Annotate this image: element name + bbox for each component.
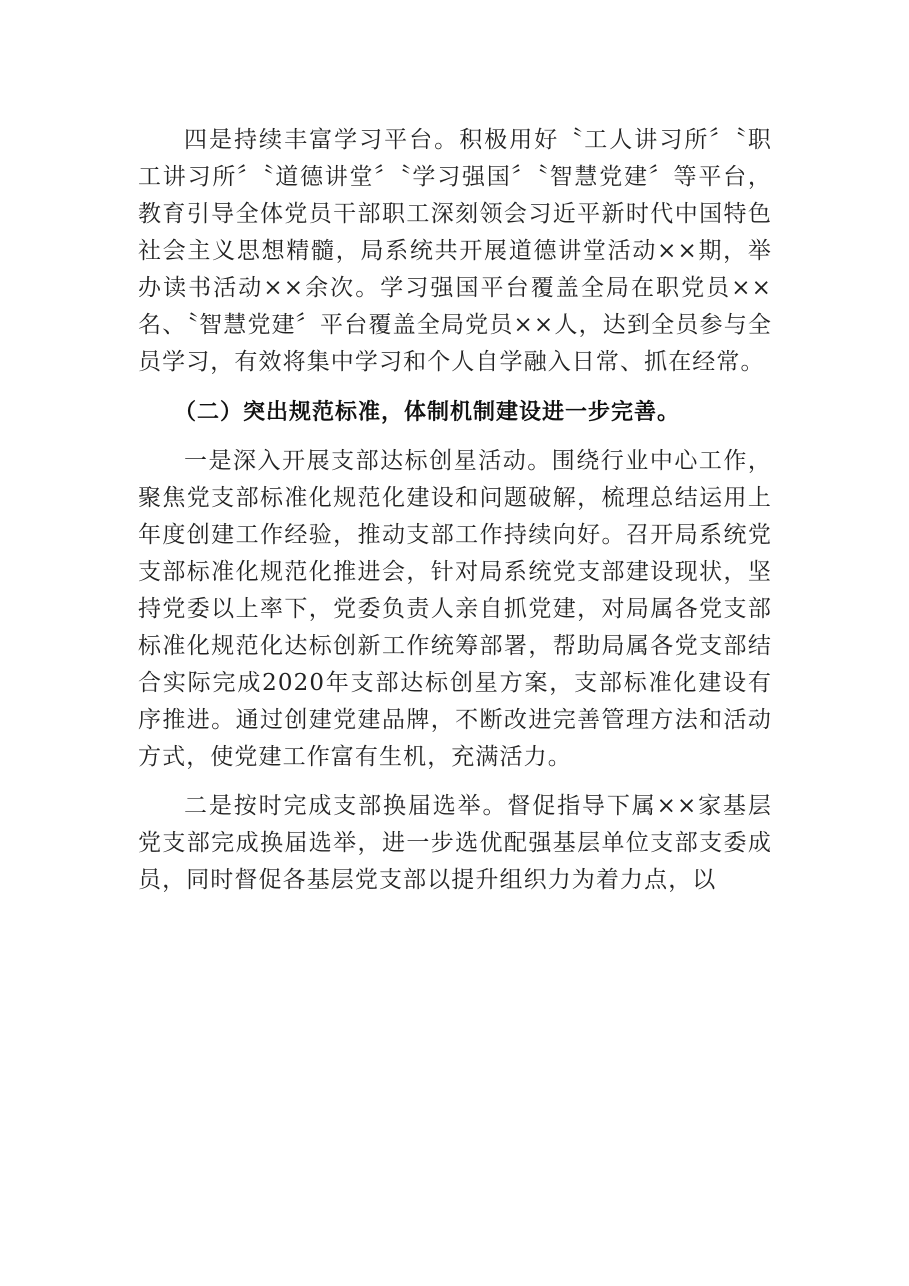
document-body	[138, 122, 772, 899]
section-heading: （二）突出规范标准，体制机制建设进一步完善。	[174, 400, 681, 425]
paragraph-learning-platform: 四是持续丰富学习平台。积极用好〝工人讲习所〞〝职工讲习所〞〝道德讲堂〞〝学习强国〞〝智慧党建〞等平台，教育引导全体党员干部职工深刻领会习近平新时代中国特色社会主义思想精髓，局系统共开展道德讲堂活动××期，举办读书活动××余次。学习强国平台覆盖全局在职党员××名、〝智慧党建〞平台覆盖全局党员××人，达到全员参与全员学习，有效将集中学习和个人自学融入日常、抓在经常。	[138, 127, 772, 375]
paragraph-branch-election: 二是按时完成支部换届选举。督促指导下属××家基层党支部完成换届选举，进一步选优配强基层单位支部支委成员，同时督促各基层党支部以提升组织力为着力点，以	[138, 793, 772, 893]
paragraph-branch-standards: 一是深入开展支部达标创星活动。围绕行业中心工作，聚焦党支部标准化规范化建设和问题破解，梳理总结运用上年度创建工作经验，推动支部工作持续向好。召开局系统党支部标准化规范化推进会，针对局系统党支部建设现状，坚持党委以上率下，党委负责人亲自抓党建，对局属各党支部标准化规范化达标创新工作统筹部署，帮助局属各党支部结合实际完成2020年支部达标创星方案，支部标准化建设有序推进。通过创建党建品牌，不断改进完善管理方法和活动方式，使党建工作富有生机，充满活力。	[138, 448, 772, 770]
